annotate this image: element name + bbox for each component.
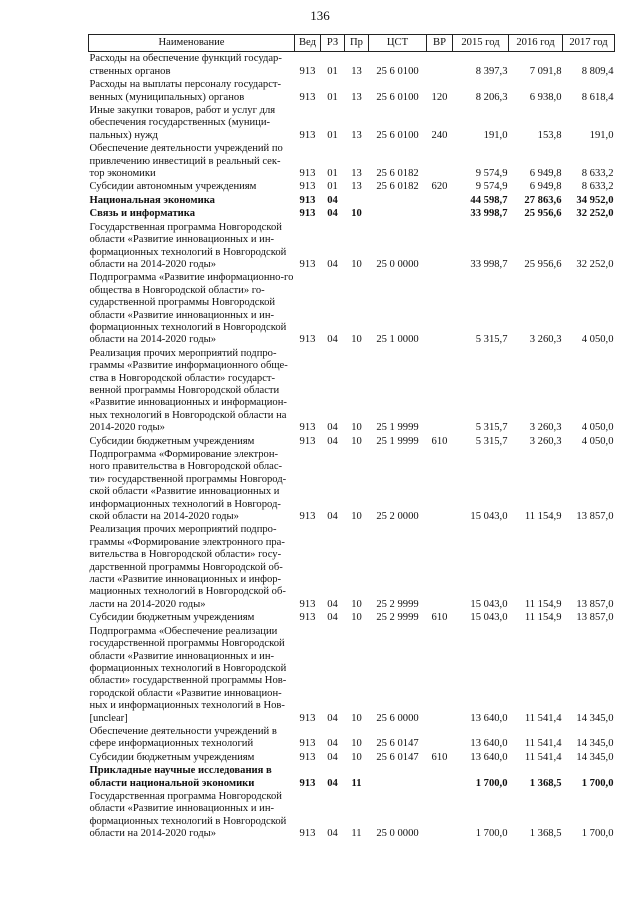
cell-ved: 913 bbox=[299, 712, 316, 724]
cell-pr: 10 bbox=[351, 738, 362, 750]
cell-2017: 14 345,0 bbox=[576, 738, 614, 750]
cell-ved: 913 bbox=[299, 181, 316, 193]
cell-rz: 04 bbox=[327, 751, 338, 763]
cell-cst bbox=[369, 764, 427, 790]
cell-pr: 10 bbox=[351, 422, 362, 434]
cell-2017: 13 857,0 bbox=[576, 511, 614, 523]
table-row bbox=[89, 104, 615, 142]
cell-2016: 1 368,5 bbox=[529, 828, 562, 840]
cell-2016: 11 541,4 bbox=[524, 751, 562, 763]
cell-name: Расходы на выплаты персоналу государст-венных (муниципальных) органов bbox=[89, 79, 282, 103]
cell-2015: 5 315,7 bbox=[475, 334, 508, 346]
cell-rz: 04 bbox=[327, 712, 338, 724]
cell-name: Подпрограмма «Обеспечение реализации государственной программы Новгородской области «Развитие инновационных и ин-формационных технологий в Новгородской области» государственной программы Нов-городской области «Развитие инновацион-ных и информационных технологий в Нов-[unclear] bbox=[89, 625, 287, 724]
cell-2015: 15 043,0 bbox=[470, 612, 508, 624]
cell-vr bbox=[427, 271, 453, 346]
cell-2015: 9 574,9 bbox=[475, 181, 508, 193]
cell-ved: 913 bbox=[299, 511, 316, 523]
cell-vr bbox=[427, 764, 453, 790]
cell-rz: 01 bbox=[327, 168, 338, 180]
cell-ved: 913 bbox=[299, 612, 316, 624]
cell-name: Субсидии бюджетным учреждениям bbox=[89, 435, 255, 447]
cell-name: Государственная программа Новгородской области «Развитие инновационных и ин-формационных технологий в Новгородской области на 2014-2020 годы» bbox=[89, 790, 287, 840]
cell-rz: 01 bbox=[327, 65, 338, 77]
cell-2017: 8 618,4 bbox=[581, 91, 614, 103]
cell-pr: 10 bbox=[351, 334, 362, 346]
header-pr: Пр bbox=[345, 35, 369, 52]
cell-pr: 13 bbox=[351, 65, 362, 77]
cell-2015: 8 206,3 bbox=[475, 91, 508, 103]
cell-2016: 1 368,5 bbox=[529, 777, 562, 789]
table-row bbox=[89, 751, 615, 764]
cell-2015: 44 598,7 bbox=[470, 194, 508, 206]
cell-vr bbox=[427, 221, 453, 272]
cell-2017: 14 345,0 bbox=[576, 751, 614, 763]
cell-vr: 610 bbox=[431, 612, 448, 624]
cell-rz: 04 bbox=[327, 828, 338, 840]
cell-2015: 13 640,0 bbox=[470, 738, 508, 750]
cell-2017: 13 857,0 bbox=[576, 598, 614, 610]
cell-vr bbox=[427, 142, 453, 180]
cell-vr bbox=[427, 790, 453, 841]
cell-cst: 25 6 0100 bbox=[376, 91, 419, 103]
cell-pr: 10 bbox=[351, 435, 362, 447]
cell-cst: 25 6 0000 bbox=[376, 712, 419, 724]
header-vr: ВР bbox=[427, 35, 453, 52]
cell-cst: 25 6 0100 bbox=[376, 129, 419, 141]
cell-2017: 4 050,0 bbox=[581, 422, 614, 434]
cell-2017: 8 809,4 bbox=[581, 65, 614, 77]
table-row bbox=[89, 611, 615, 624]
table-row bbox=[89, 347, 615, 435]
cell-name: Обеспечение деятельности учреждений по привлечению инвестиций в реальный сек-тор экономики bbox=[89, 143, 283, 180]
cell-cst: 25 0 0000 bbox=[376, 258, 419, 270]
cell-2017: 14 345,0 bbox=[576, 712, 614, 724]
header-cst: ЦСТ bbox=[369, 35, 427, 52]
cell-pr: 13 bbox=[351, 168, 362, 180]
cell-name: Субсидии бюджетным учреждениям bbox=[89, 751, 255, 763]
table-row bbox=[89, 523, 615, 611]
cell-2015: 15 043,0 bbox=[470, 511, 508, 523]
cell-2015: 5 315,7 bbox=[475, 422, 508, 434]
page-number: 136 bbox=[310, 8, 330, 23]
cell-2017: 32 252,0 bbox=[576, 208, 614, 220]
cell-2017: 32 252,0 bbox=[576, 258, 614, 270]
cell-ved: 913 bbox=[299, 65, 316, 77]
cell-cst: 25 2 9999 bbox=[376, 598, 419, 610]
table-row bbox=[89, 180, 615, 193]
header-2016: 2016 год bbox=[509, 35, 563, 52]
cell-2015: 33 998,7 bbox=[470, 208, 508, 220]
cell-2017: 34 952,0 bbox=[576, 194, 614, 206]
cell-cst: 25 1 9999 bbox=[376, 422, 419, 434]
cell-rz: 01 bbox=[327, 181, 338, 193]
cell-vr bbox=[427, 347, 453, 435]
cell-cst: 25 1 9999 bbox=[376, 435, 419, 447]
cell-pr: 11 bbox=[351, 777, 362, 789]
table-row bbox=[89, 78, 615, 104]
cell-2016: 7 091,8 bbox=[529, 65, 562, 77]
table-row bbox=[89, 207, 615, 220]
cell-pr: 10 bbox=[351, 612, 362, 624]
cell-vr: 240 bbox=[431, 129, 448, 141]
cell-2015: 1 700,0 bbox=[475, 828, 508, 840]
cell-2017: 1 700,0 bbox=[581, 777, 614, 789]
table-row bbox=[89, 625, 615, 725]
cell-2015: 5 315,7 bbox=[475, 435, 508, 447]
cell-rz: 04 bbox=[327, 511, 338, 523]
cell-ved: 913 bbox=[299, 751, 316, 763]
cell-rz: 04 bbox=[327, 258, 338, 270]
table-row bbox=[89, 221, 615, 272]
cell-pr: 11 bbox=[351, 828, 362, 840]
budget-table bbox=[88, 34, 615, 841]
header-2017: 2017 год bbox=[563, 35, 615, 52]
cell-2016: 6 938,0 bbox=[529, 91, 562, 103]
cell-ved: 913 bbox=[299, 828, 316, 840]
table-row bbox=[89, 764, 615, 790]
cell-2016: 11 154,9 bbox=[524, 612, 562, 624]
cell-2016: 25 956,6 bbox=[524, 208, 562, 220]
cell-name: Прикладные научные исследования в области национальной экономики bbox=[89, 765, 272, 789]
cell-pr: 13 bbox=[351, 129, 362, 141]
table-body bbox=[89, 52, 615, 841]
cell-ved: 913 bbox=[299, 777, 316, 789]
header-row bbox=[89, 35, 615, 52]
table-row bbox=[89, 194, 615, 207]
cell-cst: 25 6 0100 bbox=[376, 65, 419, 77]
table-row bbox=[89, 725, 615, 751]
cell-ved: 913 bbox=[299, 334, 316, 346]
cell-cst: 25 6 0182 bbox=[376, 181, 419, 193]
cell-2015: 13 640,0 bbox=[470, 751, 508, 763]
cell-2016: 25 956,6 bbox=[524, 258, 562, 270]
cell-2016: 3 260,3 bbox=[529, 422, 562, 434]
cell-ved: 913 bbox=[299, 208, 316, 220]
cell-rz: 04 bbox=[327, 738, 338, 750]
cell-vr: 610 bbox=[431, 751, 448, 763]
cell-pr: 10 bbox=[351, 598, 362, 610]
header-name: Наименование bbox=[89, 35, 295, 52]
cell-2016: 3 260,3 bbox=[529, 334, 562, 346]
cell-2017: 191,0 bbox=[589, 129, 614, 141]
cell-2015: 33 998,7 bbox=[470, 258, 508, 270]
cell-name: Государственная программа Новгородской области «Развитие инновационных и ин-формационных технологий в Новгородской области на 2014-2020 годы» bbox=[89, 221, 287, 270]
cell-cst bbox=[369, 207, 427, 220]
cell-rz: 04 bbox=[327, 777, 338, 789]
cell-rz: 04 bbox=[327, 334, 338, 346]
cell-name: Обеспечение деятельности учреждений в сфере информационных технологий bbox=[89, 725, 277, 750]
cell-2015: 8 397,3 bbox=[475, 65, 508, 77]
cell-name: Иные закупки товаров, работ и услуг для обеспечения государственных (муници-пальных) нужд bbox=[89, 105, 276, 141]
cell-2017: 13 857,0 bbox=[576, 612, 614, 624]
cell-vr bbox=[427, 725, 453, 751]
cell-cst: 25 6 0147 bbox=[376, 738, 419, 750]
table-row bbox=[89, 448, 615, 523]
cell-2016: 11 154,9 bbox=[524, 511, 562, 523]
cell-name: Расходы на обеспечение функций государ-ственных органов bbox=[89, 53, 282, 77]
cell-ved: 913 bbox=[299, 91, 316, 103]
cell-name: Связь и информатика bbox=[89, 208, 196, 220]
header-ved: Вед bbox=[295, 35, 321, 52]
cell-cst: 25 2 0000 bbox=[376, 511, 419, 523]
cell-name: Подпрограмма «Формирование электрон-ного правительства в Новгородской облас-ти» государственной программы Новгород-ской области «Развитие инновационных и информационных технологий в Новгород-ской области на 2014-2020 годы» bbox=[89, 449, 287, 523]
cell-rz: 04 bbox=[327, 435, 338, 447]
cell-2016: 153,8 bbox=[537, 129, 562, 141]
cell-pr: 10 bbox=[351, 712, 362, 724]
table-row bbox=[89, 790, 615, 841]
cell-vr bbox=[427, 194, 453, 207]
cell-vr bbox=[427, 448, 453, 523]
cell-ved: 913 bbox=[299, 258, 316, 270]
cell-2015: 15 043,0 bbox=[470, 598, 508, 610]
cell-name: Субсидии бюджетным учреждениям bbox=[89, 612, 255, 624]
header-rz: РЗ bbox=[321, 35, 345, 52]
cell-cst: 25 6 0147 bbox=[376, 751, 419, 763]
cell-2015: 1 700,0 bbox=[475, 777, 508, 789]
cell-ved: 913 bbox=[299, 435, 316, 447]
cell-2016: 27 863,6 bbox=[524, 194, 562, 206]
cell-rz: 04 bbox=[327, 194, 338, 206]
cell-2016: 6 949,8 bbox=[529, 168, 562, 180]
cell-cst: 25 1 0000 bbox=[376, 334, 419, 346]
cell-2016: 6 949,8 bbox=[529, 181, 562, 193]
cell-rz: 04 bbox=[327, 208, 338, 220]
cell-ved: 913 bbox=[299, 168, 316, 180]
cell-2017: 8 633,2 bbox=[581, 181, 614, 193]
cell-vr bbox=[427, 207, 453, 220]
cell-2017: 1 700,0 bbox=[581, 828, 614, 840]
cell-name: Субсидии автономным учреждениям bbox=[89, 181, 257, 193]
cell-cst bbox=[369, 194, 427, 207]
cell-name: Национальная экономика bbox=[89, 194, 215, 206]
cell-ved: 913 bbox=[299, 194, 316, 206]
cell-vr bbox=[427, 52, 453, 78]
cell-rz: 04 bbox=[327, 422, 338, 434]
table-row bbox=[89, 435, 615, 448]
cell-pr: 10 bbox=[351, 751, 362, 763]
cell-vr bbox=[427, 523, 453, 611]
cell-ved: 913 bbox=[299, 422, 316, 434]
cell-ved: 913 bbox=[299, 598, 316, 610]
cell-2016: 11 154,9 bbox=[524, 598, 562, 610]
cell-vr bbox=[427, 625, 453, 725]
cell-cst: 25 2 9999 bbox=[376, 612, 419, 624]
cell-pr bbox=[345, 194, 369, 207]
cell-rz: 04 bbox=[327, 598, 338, 610]
cell-rz: 04 bbox=[327, 612, 338, 624]
cell-pr: 10 bbox=[351, 511, 362, 523]
cell-2016: 11 541,4 bbox=[524, 738, 562, 750]
cell-2016: 11 541,4 bbox=[524, 712, 562, 724]
table-row bbox=[89, 52, 615, 78]
table-row bbox=[89, 271, 615, 346]
cell-2017: 4 050,0 bbox=[581, 435, 614, 447]
cell-rz: 01 bbox=[327, 129, 338, 141]
cell-name: Подпрограмма «Развитие информационно-го общества в Новгородской области» го-сударственной программы Новгородской области «Развитие инновационных и ин-формационных технологий в Новгородской области на 2014-2020 годы» bbox=[89, 272, 294, 346]
cell-2016: 3 260,3 bbox=[529, 435, 562, 447]
cell-name: Реализация прочих мероприятий подпро-граммы «Формирование электронного пра-вительства в Новгородской области» госу-дарственной программы Новгородской об-ласти «Развитие инновационных и инфор-мационных технологий в Новгородской об-ласти на 2014-2020 годы» bbox=[89, 524, 286, 610]
cell-rz: 01 bbox=[327, 91, 338, 103]
cell-2015: 191,0 bbox=[483, 129, 508, 141]
cell-cst: 25 6 0182 bbox=[376, 168, 419, 180]
cell-2015: 13 640,0 bbox=[470, 712, 508, 724]
cell-pr: 10 bbox=[351, 208, 362, 220]
cell-2017: 8 633,2 bbox=[581, 168, 614, 180]
cell-name: Реализация прочих мероприятий подпро-граммы «Развитие информационного обще-ства в Новгородской области» государст-венной программы Новгородской области «Развитие инновационных и информацион-ных технологий в Новгородской области на 2014-2020 годы» bbox=[89, 347, 288, 434]
cell-cst: 25 0 0000 bbox=[376, 828, 419, 840]
cell-2017: 4 050,0 bbox=[581, 334, 614, 346]
cell-ved: 913 bbox=[299, 738, 316, 750]
cell-vr: 610 bbox=[431, 435, 448, 447]
cell-pr: 13 bbox=[351, 181, 362, 193]
cell-vr: 120 bbox=[431, 91, 448, 103]
cell-2015: 9 574,9 bbox=[475, 168, 508, 180]
header-2015: 2015 год bbox=[453, 35, 509, 52]
cell-ved: 913 bbox=[299, 129, 316, 141]
cell-vr: 620 bbox=[431, 181, 448, 193]
cell-pr: 10 bbox=[351, 258, 362, 270]
table-row bbox=[89, 142, 615, 180]
cell-pr: 13 bbox=[351, 91, 362, 103]
